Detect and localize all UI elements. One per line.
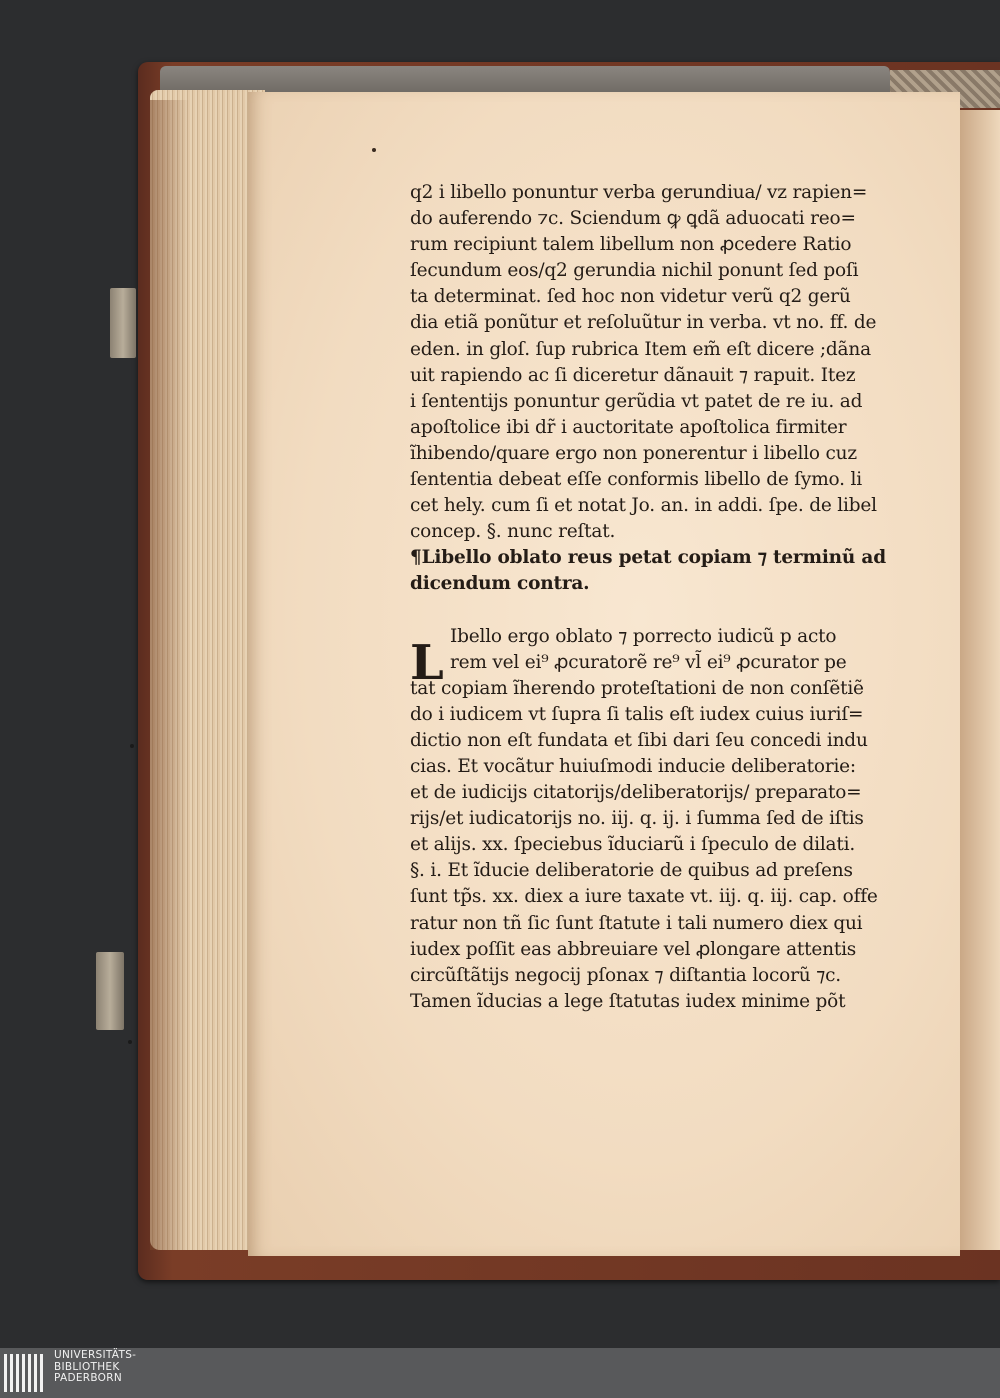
text-line: dictio non eſt fundata et ſibi dari ſeu concedi indu bbox=[410, 729, 868, 751]
footer-bar bbox=[0, 1348, 1000, 1398]
text-line: Ibello ergo oblato ⁊ porrecto iudicũ p acto bbox=[450, 625, 837, 647]
text-line: dia etiã ponũtur et reſoluũtur in verba. vt no. ff. de bbox=[410, 312, 877, 334]
text-line: dicendum contra. bbox=[410, 573, 590, 595]
text-line: concep. §. nunc reſtat. bbox=[410, 521, 616, 543]
text-line: ta determinat. ſed hoc non videtur verũ q2 gerũ bbox=[410, 286, 851, 308]
page-text bbox=[410, 180, 940, 1015]
text-line: et de iudicijs citatorijs/deliberatorijs/ preparato= bbox=[410, 782, 862, 804]
logo-line: PADERBORN bbox=[54, 1372, 122, 1384]
text-line: §. i. Et ĩducie deliberatorie de quibus ad preſens bbox=[410, 860, 853, 882]
text-line: ¶Libello oblato reus petat copiam ⁊ terminũ ad bbox=[410, 547, 886, 569]
paragraph-gap bbox=[410, 598, 940, 624]
text-line: i ſententijs ponuntur gerũdia vt patet de re iu. ad bbox=[410, 390, 863, 412]
spine-shadow bbox=[150, 100, 190, 1250]
text-line: circũſtãtijs negocij pſonax ⁊ diſtantia locorũ ⁊c. bbox=[410, 964, 841, 986]
text-line: ſententia debeat eſſe conformis libello de ſymo. li bbox=[410, 469, 862, 491]
paragraph-1 bbox=[410, 180, 940, 545]
text-line: rum recipiunt talem libellum non ꝓcedere Ratio bbox=[410, 234, 852, 256]
text-line: q2 i libello ponuntur verba gerundiua/ vz rapien= bbox=[410, 182, 868, 203]
text-line: rijs/et iudicatorijs no. iij. q. ij. i ſumma ſed de iſtis bbox=[410, 808, 864, 830]
text-line: tat copiam ĩherendo proteſtationi de non conſẽtiẽ bbox=[410, 677, 864, 699]
text-line: do auferendo ⁊c. Sciendum ꝙ ꝗdã aduocati reo= bbox=[410, 208, 856, 230]
wormhole bbox=[128, 1040, 132, 1044]
wormhole bbox=[130, 744, 134, 748]
text-line: cet hely. cum ſi et notat Jo. an. in addi. ſpe. de libel bbox=[410, 495, 877, 517]
initial-letter: L bbox=[410, 635, 444, 691]
text-line: ĩhibendo/quare ergo non ponerentur i libello cuz bbox=[410, 442, 857, 464]
text-line: iudex poſſit eas abbreuiare vel ꝓlongare attentis bbox=[410, 938, 857, 960]
text-line: ratur non tñ ſic ſunt ſtatute i tali numero diex qui bbox=[410, 912, 863, 934]
text-line: do i iudicem vt ſupra ſi talis eſt iudex cuius iuriſ= bbox=[410, 703, 864, 725]
text-line: uit rapiendo ac ſi diceretur dãnauit ⁊ rapuit. Itez bbox=[410, 364, 856, 386]
text-line: eden. in gloſ. ſup rubrica Item em̃ eſt dicere ;dãna bbox=[410, 338, 871, 360]
rubric-heading bbox=[410, 545, 940, 597]
clasp-lower bbox=[96, 952, 124, 1030]
text-line: Tamen ĩducias a lege ſtatutas iudex minime põt bbox=[410, 990, 846, 1012]
logo-line: BIBLIOTHEK bbox=[54, 1360, 120, 1373]
text-line: apoſtolice ibi dr̃ i auctoritate apoſtolica firmiter bbox=[410, 416, 847, 438]
text-line: et alijs. xx. ſpeciebus ĩduciarũ i ſpeculo de dilati. bbox=[410, 834, 856, 856]
paragraph-2 bbox=[410, 624, 940, 1015]
ink-speck bbox=[372, 148, 376, 152]
text-line: ſecundum eos/q2 gerundia nichil ponunt ſed poſi bbox=[410, 260, 859, 282]
logo-line: UNIVERSITÄTS- bbox=[54, 1349, 137, 1361]
text-line: cias. Et vocãtur huiuſmodi inducie deliberatorie: bbox=[410, 755, 856, 777]
clasp-upper bbox=[110, 288, 136, 358]
library-logo-text bbox=[54, 1350, 136, 1385]
text-line: rem vel ei⁹ ꝓcuratorẽ re⁹ vl̃ ei⁹ ꝓcurator pe bbox=[450, 651, 847, 673]
library-logo-icon bbox=[2, 1350, 48, 1396]
text-line: ſunt tp̃s. xx. diex a iure taxate vt. iij. q. iij. cap. offe bbox=[410, 886, 878, 908]
facing-page-edge bbox=[960, 110, 1000, 1250]
